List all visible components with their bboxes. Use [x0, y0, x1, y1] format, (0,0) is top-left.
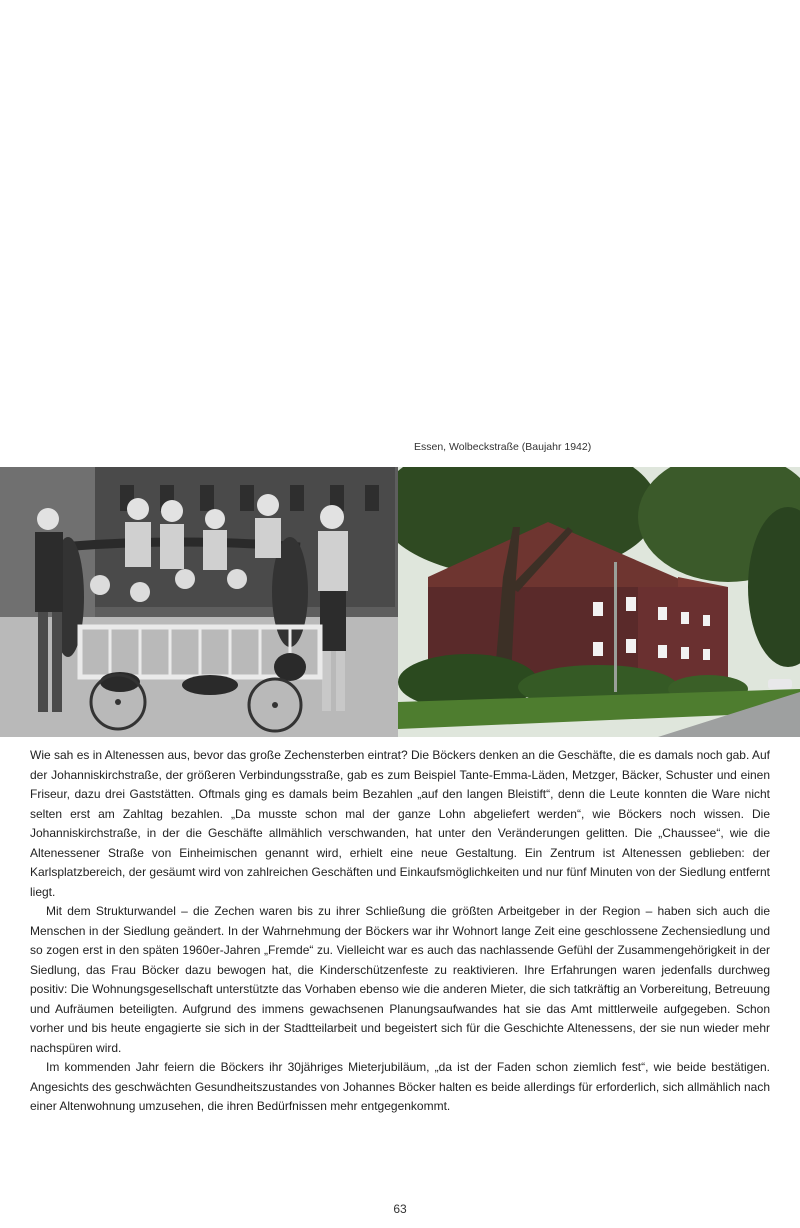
historic-photo-children-cart [0, 467, 398, 737]
building-photo-illustration [398, 467, 800, 737]
photo-row [0, 467, 800, 737]
photo-caption: Essen, Wolbeckstraße (Baujahr 1942) [414, 441, 592, 453]
paragraph: Wie sah es in Altenessen aus, bevor das große Zechensterben eintrat? Die Böckers denken an die Geschäfte, die es damals noch gab. Auf der Johanniskirchstraße, der größeren Verbindungsstraße, gab es zum Beispiel Tante-Emma-Läden, Metzger, Bäcker, Schuster und einen Friseur, dazu drei Gaststätten. Oftmals ging es damals beim Bezahlen „auf den langen Bleistift“, denn die Leute konnten die Ware nicht selten erst am Zahltag bezahlen. „Da musste schon mal der ganze Lohn abgeliefert werden“, wie Böckers noch wissen. Die Johanniskirchstraße, in der die Geschäfte allmählich verschwanden, hat unter den Veränderungen gelitten. Die „Chaussee“, wie die Altenessener Straße von Einheimischen genannt wird, erhielt eine neue Gestaltung. Ein Zentrum ist Altenessen geblieben: der Karlsplatzbereich, der gesäumt wird von zahlreichen Geschäften und Einkaufsmöglichkeiten und nur fünf Minuten von der Siedlung entfernt liegt. [30, 748, 770, 899]
paragraph: Im kommenden Jahr feiern die Böckers ihr 30jähriges Mieterjubiläum, „da ist der Faden schon ziemlich fest“, wie beide bestätigen. Angesichts des geschwächten Gesundheitszustandes von Johannes Böcker halten es beide allerdings für erforderlich, sich allmählich nach einer Altenwohnung umzusehen, die ihren Bedürfnissen mehr entgegenkommt. [30, 1060, 770, 1113]
paragraph: Mit dem Strukturwandel – die Zechen waren bis zu ihrer Schließung die größten Arbeitgeber in der Region – haben sich auch die Menschen in der Siedlung geändert. In der Wahrnehmung der Böckers war ihr Wohnort lange Zeit eine geschlossene Zechensiedlung und so zogen erst in den späten 1960er-Jahren „Fremde“ zu. Vielleicht war es auch das nachlassende Gefühl der Zusammengehörigkeit in der Siedlung, das Frau Böcker dazu bewogen hat, die Kinderschützenfeste zu reaktivieren. Ihre Erfahrungen waren jedenfalls durchweg positiv: Die Wohnungsgesellschaft unterstützte das Vorhaben ebenso wie die anderen Mieter, die sich tatkräftig an Vorbereitung, Betreuung und Aufräumen beteiligten. Aufgrund des immens gewachsenen Planungsaufwandes hat sie das Amt mittlerweile aufgegeben. Schon vorher und bis heute engagierte sie sich in der Stadtteilarbeit und begeistert sich für die Geschichte Altenessens, der sie nun wieder mehr nachspüren wird. [30, 904, 770, 1055]
historic-photo-illustration [0, 467, 398, 737]
photo-wolbeckstrasse-building [398, 467, 800, 737]
article-body [30, 746, 770, 1117]
page-number: 63 [393, 1202, 407, 1216]
